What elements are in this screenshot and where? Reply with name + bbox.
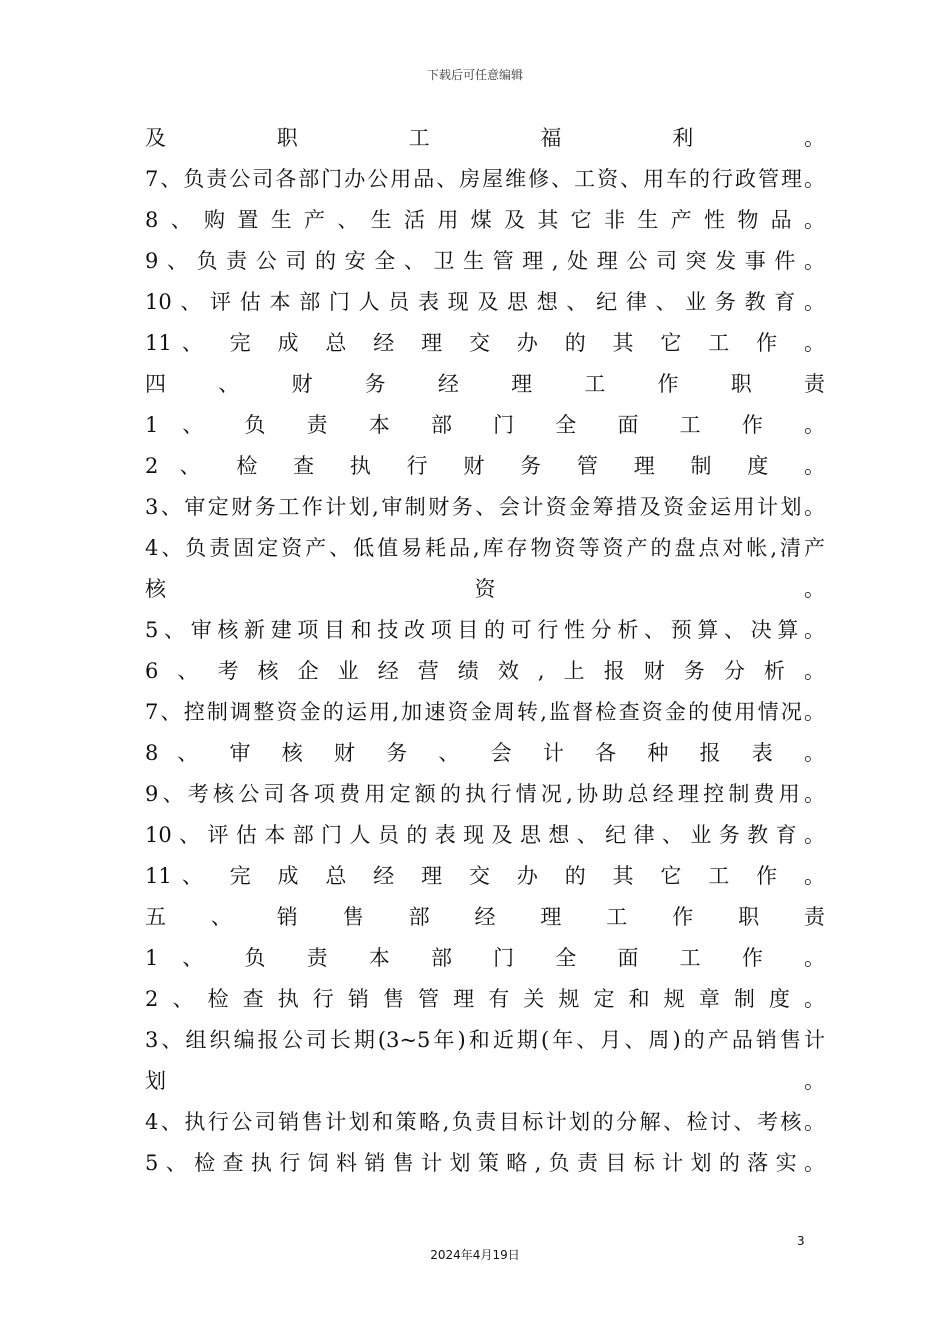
text-line: 5、检查执行饲料销售计划策略,负责目标计划的落实。 [145, 1151, 825, 1175]
text-line: 及 职 工 福 利 。 [145, 126, 825, 150]
text-line: 核 资 。 [145, 577, 825, 601]
text-line: 8 、 审 核 财 务 、 会 计 各 种 报 表 。 [145, 741, 825, 765]
page-number: 3 [797, 1234, 805, 1248]
page-header: 下载后可任意编辑 [426, 68, 523, 82]
document-body [145, 118, 825, 1184]
text-line: 10、评估本部门人员表现及思想、纪律、业务教育。 [145, 290, 825, 314]
text-line: 10、评估本部门人员的表现及思想、纪律、业务教育。 [145, 823, 825, 847]
section-heading: 五 、 销 售 部 经 理 工 作 职 责 [145, 905, 825, 929]
text-line: 8、购置生产、生活用煤及其它非生产性物品。 [145, 208, 825, 232]
text-line: 7、负责公司各部门办公用品、房屋维修、工资、用车的行政管理。 [145, 167, 825, 191]
text-line: 划 。 [145, 1069, 825, 1093]
section-heading: 四 、 财 务 经 理 工 作 职 责 [145, 372, 825, 396]
text-line: 4、执行公司销售计划和策略,负责目标计划的分解、检讨、考核。 [145, 1110, 825, 1134]
text-line: 1 、 负 责 本 部 门 全 面 工 作 。 [145, 946, 825, 970]
text-line: 2、检查执行销售管理有关规定和规章制度。 [145, 987, 825, 1011]
text-line: 1 、 负 责 本 部 门 全 面 工 作 。 [145, 413, 825, 437]
text-line: 3、审定财务工作计划,审制财务、会计资金筹措及资金运用计划。 [145, 495, 825, 519]
text-line: 7、控制调整资金的运用,加速资金周转,监督检查资金的使用情况。 [145, 700, 825, 724]
text-line: 2 、 检 查 执 行 财 务 管 理 制 度 。 [145, 454, 825, 478]
text-line: 4、负责固定资产、低值易耗品,库存物资等资产的盘点对帐,清产 [145, 536, 825, 560]
text-line: 5、审核新建项目和技改项目的可行性分析、预算、决算。 [145, 618, 825, 642]
text-line: 11、 完 成 总 经 理 交 办 的 其 它 工 作 。 [145, 331, 825, 355]
text-line: 6、考核企业经营绩效,上报财务分析。 [145, 659, 825, 683]
page-footer-date: 2024年4月19日 [430, 1248, 520, 1262]
text-line: 9、负责公司的安全、卫生管理,处理公司突发事件。 [145, 249, 825, 273]
text-line: 11、 完 成 总 经 理 交 办 的 其 它 工 作 。 [145, 864, 825, 888]
text-line: 9、考核公司各项费用定额的执行情况,协助总经理控制费用。 [145, 782, 825, 806]
text-line: 3、组织编报公司长期(3~5年)和近期(年、月、周)的产品销售计 [145, 1028, 825, 1052]
